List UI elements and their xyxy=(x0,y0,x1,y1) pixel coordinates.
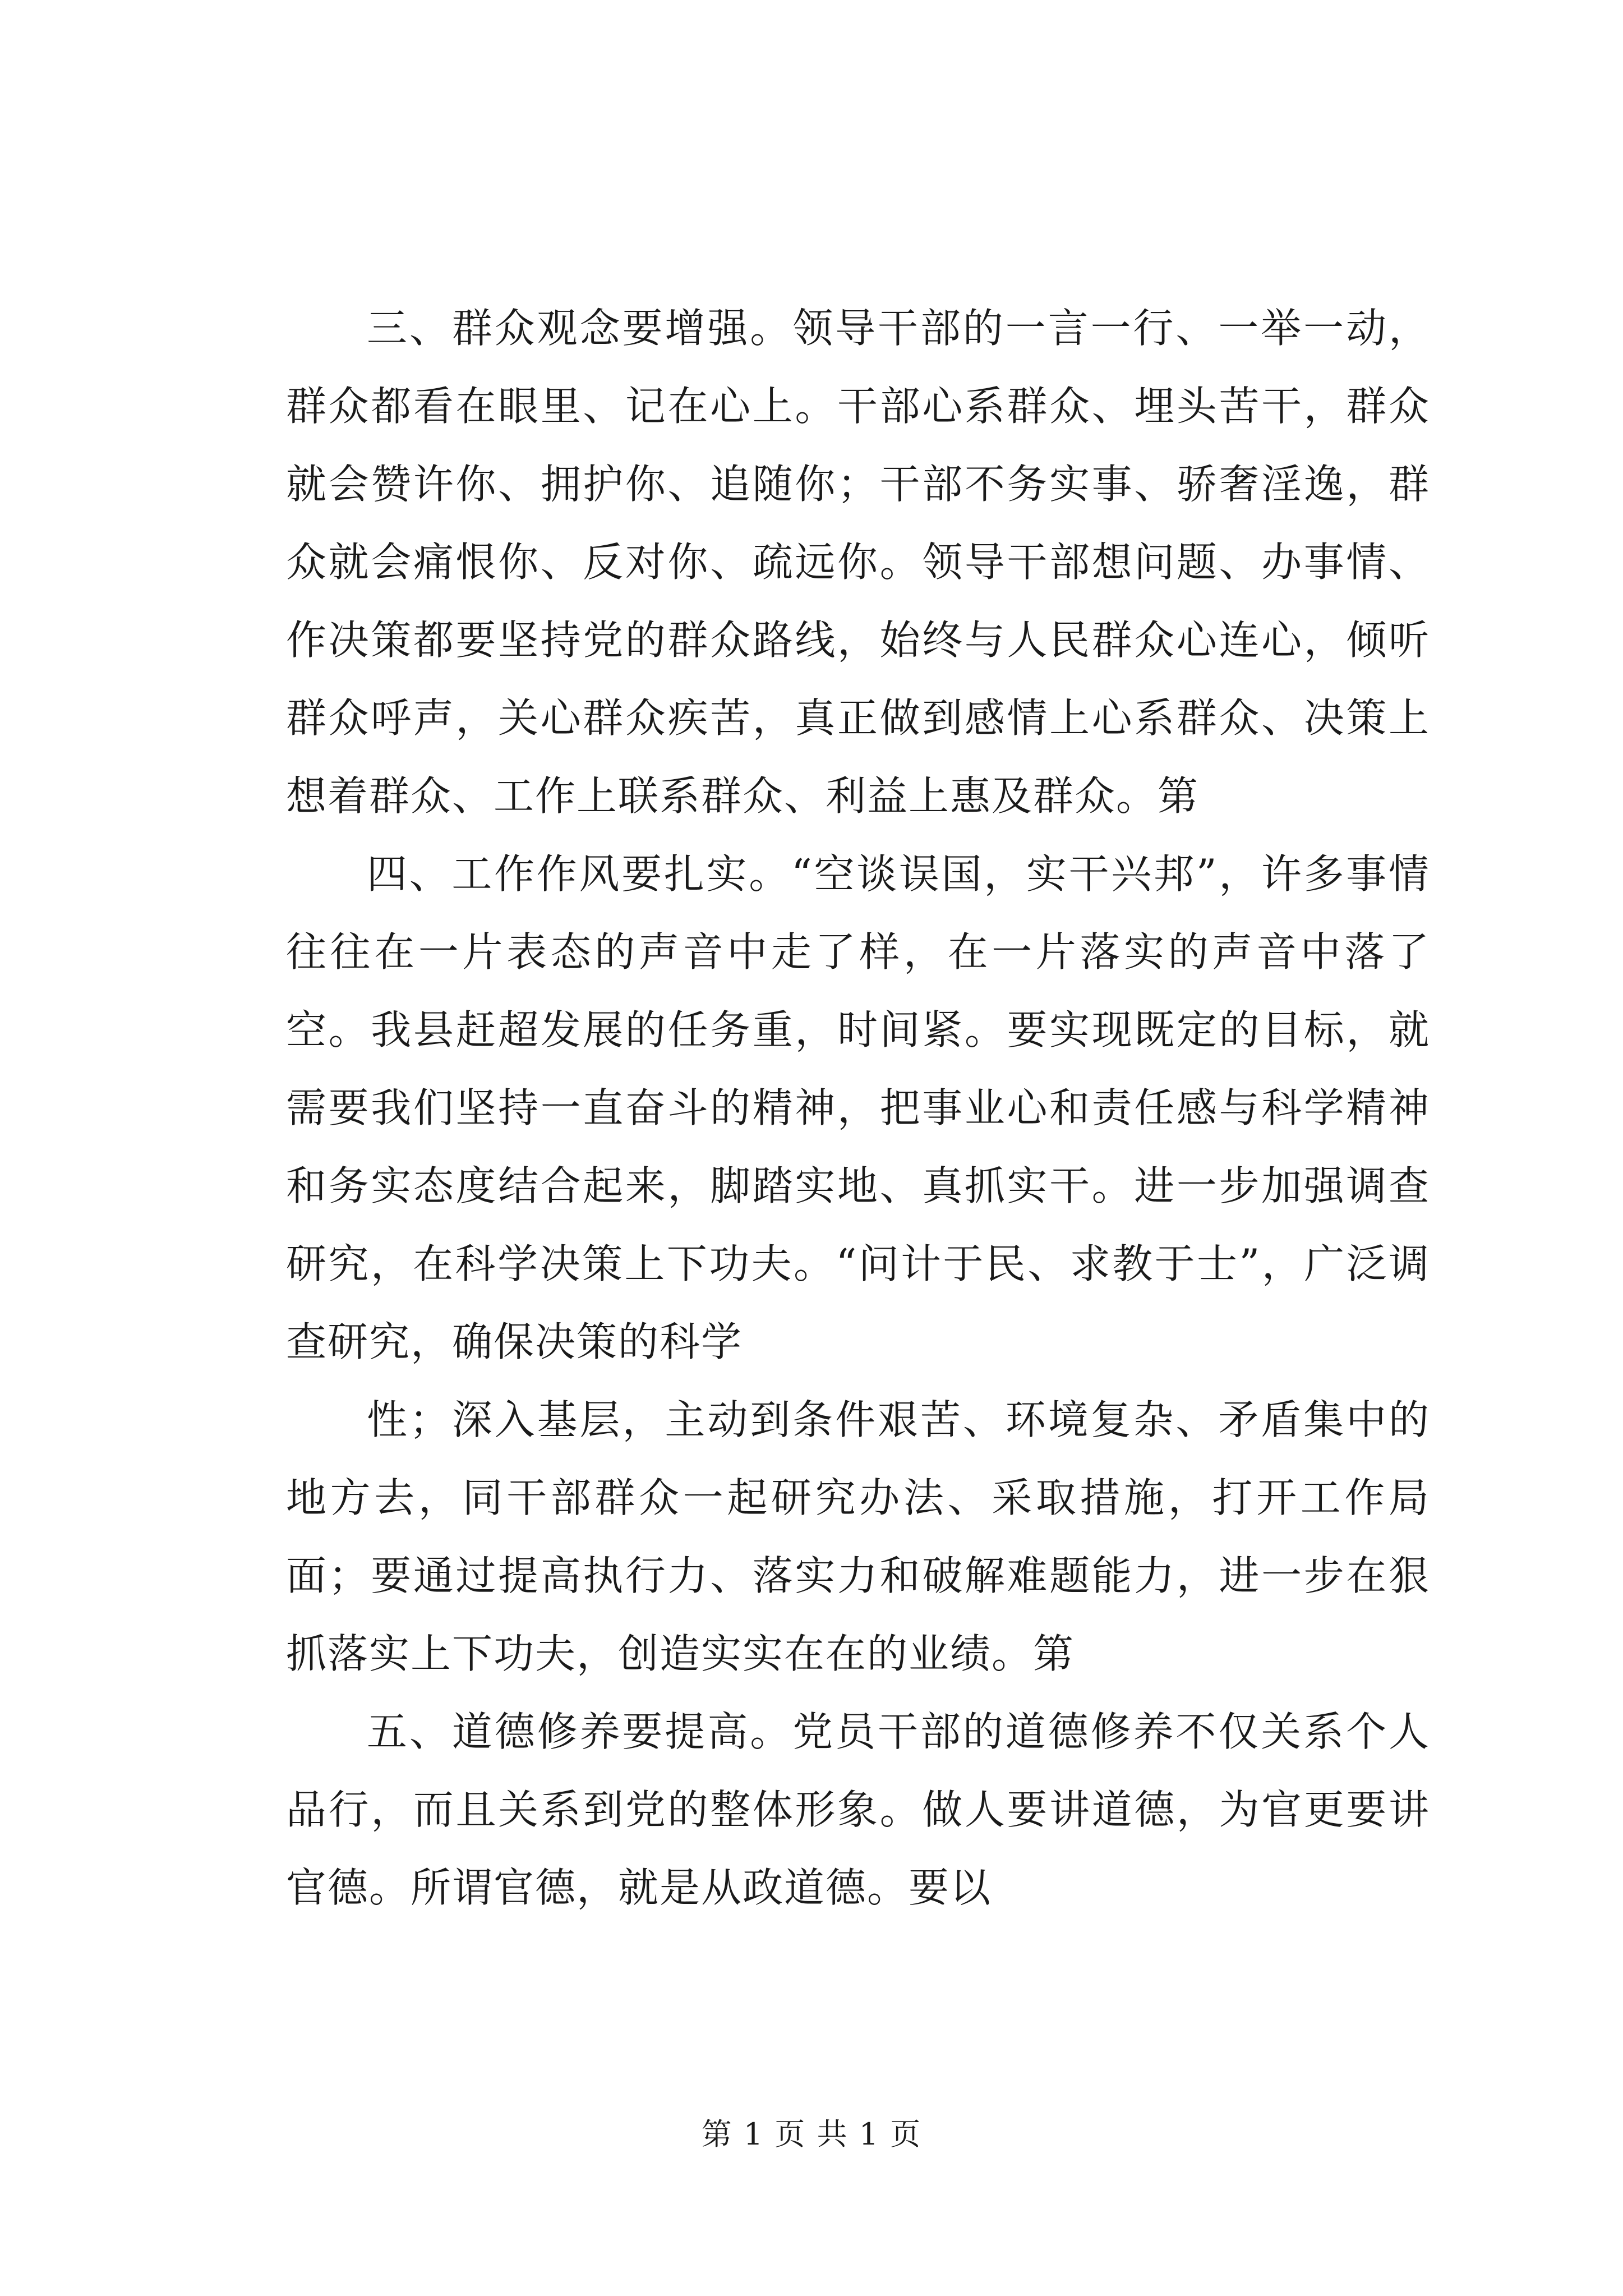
paragraph-section-five: 五、道德修养要提高。党员干部的道德修养不仅关系个人品行，而且关系到党的整体形象。做人要讲道德，为官更要讲官德。所谓官德，就是从政道德。要以 xyxy=(286,1708,1430,1911)
paragraph-section-four: 四、工作作风要扎实。“空谈误国，实干兴邦”，许多事情往往在一片表态的声音中走了样，在一片落实的声音中落了空。我县赶超发展的任务重，时间紧。要实现既定的目标，就需要我们坚持一直奋斗的精神，把事业心和责任感与科学精神和务实态度结合起来，脚踏实地、真抓实干。进一步加强调查研究，在科学决策上下功夫。“问计于民、求教于士”，广泛调查研究，确保决策的科学 xyxy=(286,850,1430,1365)
document-body xyxy=(286,289,1430,1927)
paragraph-section-three: 三、群众观念要增强。领导干部的一言一行、一举一动，群众都看在眼里、记在心上。干部心系群众、埋头苦干，群众就会赞许你、拥护你、追随你；干部不务实事、骄奢淫逸，群众就会痛恨你、反对你、疏远你。领导干部想问题、办事情、作决策都要坚持党的群众路线，始终与人民群众心连心，倾听群众呼声，关心群众疾苦，真正做到感情上心系群众、决策上想着群众、工作上联系群众、利益上惠及群众。第 xyxy=(286,305,1430,820)
paragraph-section-four-continued: 性；深入基层，主动到条件艰苦、环境复杂、矛盾集中的地方去，同干部群众一起研究办法、采取措施，打开工作局面；要通过提高执行力、落实力和破解难题能力，进一步在狠抓落实上下功夫，创造实实在在的业绩。第 xyxy=(286,1396,1430,1677)
page-footer: 第 1 页 共 1 页 xyxy=(701,2116,922,2152)
